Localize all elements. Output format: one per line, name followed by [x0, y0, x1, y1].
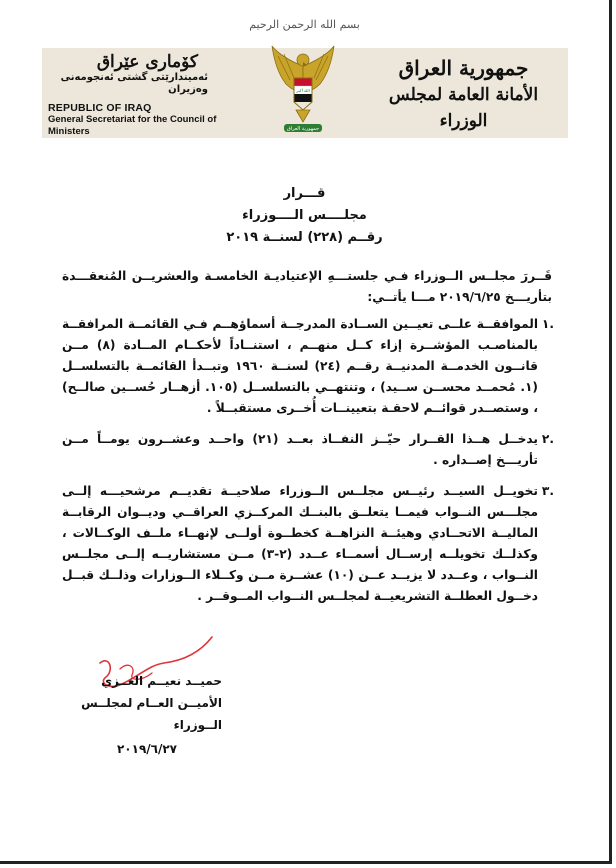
item-number: .٢: [541, 432, 554, 446]
kurdish-title: كۆماری عێراق: [96, 52, 198, 72]
decision-heading: [0, 183, 609, 249]
basmala-text: بسم الله الرحمن الرحيم: [249, 18, 360, 31]
list-item: [62, 481, 552, 607]
decision-number: رقــم (٢٢٨) لسنــة ٢٠١٩: [226, 230, 383, 245]
list-item: [62, 314, 552, 419]
english-republic: REPUBLIC OF IRAQ: [48, 102, 152, 114]
signatory-title: الأميــن العــام لمجلــس الــوزراء: [81, 696, 222, 732]
decision-title: قـــرار: [283, 186, 326, 201]
eagle-emblem-icon: [268, 44, 338, 140]
item-number: .١: [541, 317, 554, 331]
intro-paragraph: قَــررَ مجلــس الــوزراء فـي جلستـــهِ الإعتياديـة الخامسـة والعشريــن المُنعقـــدة بتأريـــخ ٢٠١٩/٦/٢٥ مـــا يأتــي:: [62, 269, 552, 304]
item-text: يدخــل هــذا القــرار حيّــز النفــاذ بعــد (٢١) واحــد وعشــرون يومــاً مــن تأريـــخ إصــداره .: [62, 432, 538, 467]
item-number: .٣: [541, 484, 554, 498]
kurdish-subtitle: ئەمیندارێتی گشتی ئەنجومەنی وەزیران: [60, 72, 208, 95]
signature-block: [72, 670, 222, 760]
item-text: تخويــل السيــد رئيــس مجلــس الــوزراء صلاحيــة تقديــم مرشحيـــه إلــى مجلـــس النــواب فيمــا يتعلــق بالبنــك المركــزي العراقــي وديــوان الرقابــة الماليــة الاتحــادي وهيئــة النزاهــة كخطــوة أولــى لإنهــاء ملــف الوكــالات ، وكذلــك تخويلــه إرســال أسمــاء عــدد (٢-٣) مــن مستشاريــه إلــى مجلــس النــواب ، وعــدد لا يزيــد عــن (١٠) عشــرة مــن وكــلاء الــوزارات وذلــك قبــل دخــول العطلــة التشريعيــة لمجلــس النــواب المــوقــر .: [62, 484, 538, 603]
council-name: مجلــــس الــــوزراء: [242, 208, 367, 223]
emblem-caption: جمهورية العراق: [286, 126, 320, 132]
letterhead-left: [48, 52, 238, 138]
list-item: [62, 429, 552, 471]
arabic-title: جمهورية العراق: [398, 56, 529, 80]
svg-text:الله أكبر: الله أكبر: [296, 88, 310, 93]
arabic-subtitle: الأمانة العامة لمجلس الوزراء: [388, 85, 539, 131]
item-text: الموافقــة علــى تعيــين الســادة المدرجــة أسماؤهــم فـي القائمــة المرافقــة بالمناصـب المؤشــرة إزاء كــل منهــم ، استنــاداً لأحكــام المــادة (٨) مــن قانــون الخدمــة المدنيــة رقــم (٢٤) لسنــة ١٩٦٠ وتبــدأ القائمــة بالتسلســل (١. مُحمــد محســن ســيد) ، وتنتهــي بالتسلســل (١٠٥. أزهــار حُســين صالــح) ، وستصــدر قوائــم لاحقـة بتعيينــات أُخــرى مستقبــلاً .: [62, 317, 539, 415]
letterhead-right: [376, 54, 551, 134]
english-secretariat: General Secretariat for the Council of Ministers: [48, 114, 217, 137]
signature-date: ٢٠١٩/٦/٢٧: [116, 742, 178, 756]
decision-body: [62, 266, 552, 617]
signatory-name: حميــد نعيــم الغــزي: [101, 674, 222, 688]
